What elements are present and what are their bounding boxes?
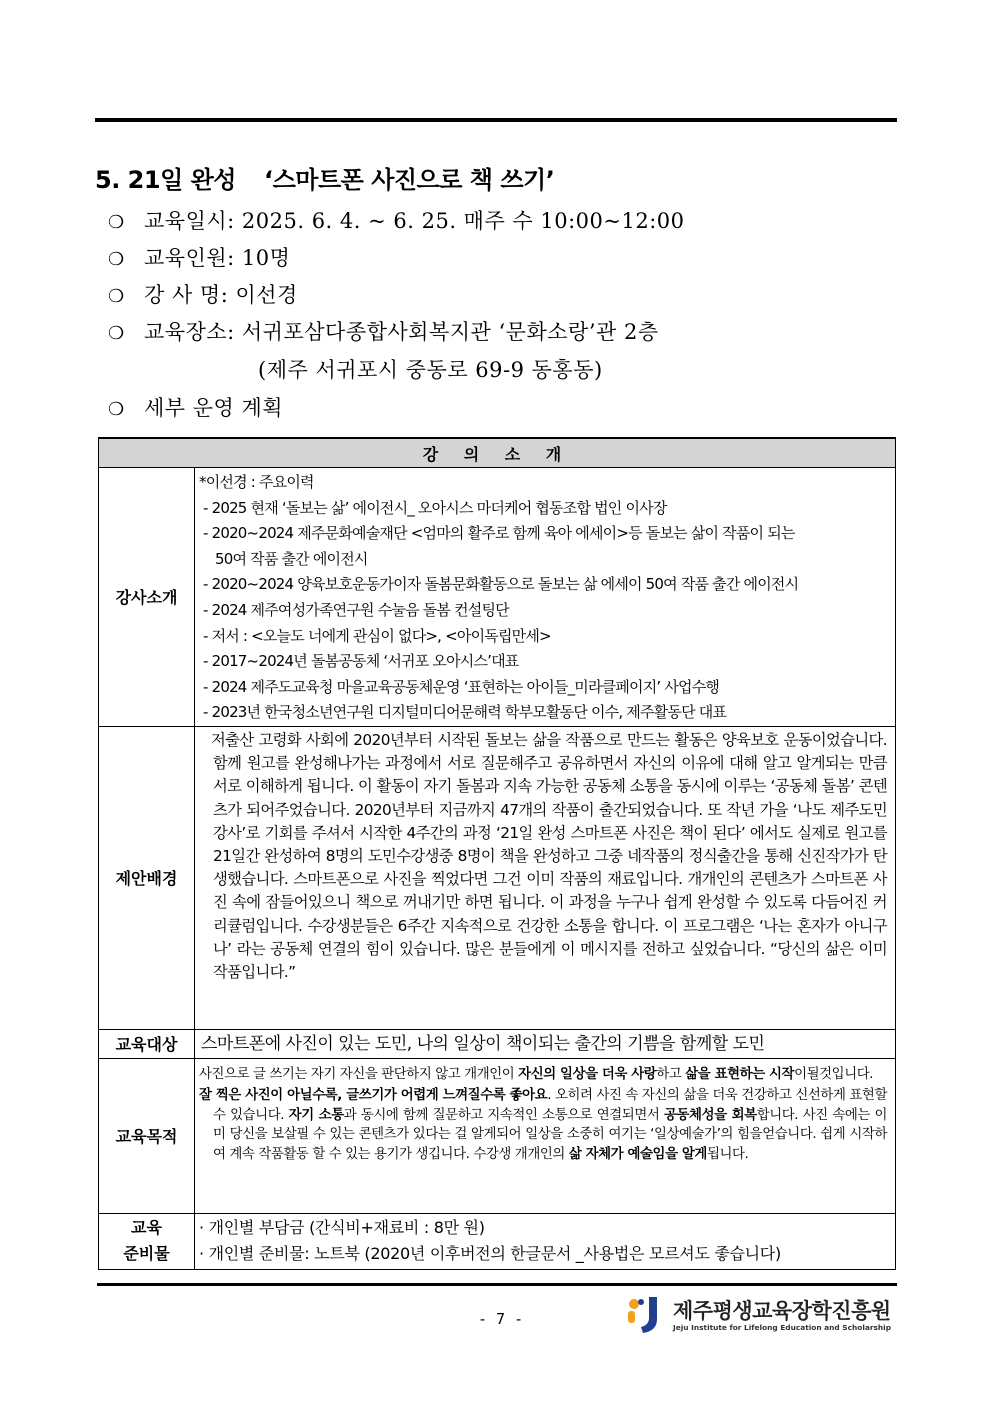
instructor-career — [195, 468, 896, 727]
table-header: 강 의 소 개 — [99, 438, 896, 468]
table-row-instructor — [99, 468, 896, 727]
target-label: 교육대상 — [99, 1029, 195, 1058]
section-heading: ‘스마트폰 사진으로 책 쓰기’ — [263, 166, 555, 194]
table-header-row — [99, 438, 896, 468]
career-line: - 2020~2024 제주문화예술재단 <엄마의 활주로 함께 육아 에세이>등 돌보는 삶이 작품이 되는 — [203, 524, 795, 543]
bullet-icon: ❍ — [108, 323, 125, 344]
bullet-icon: ❍ — [108, 249, 125, 270]
page-number: - 7 - — [478, 1310, 524, 1328]
prep-line: · 개인별 부담금 (간식비+재료비 : 8만 원) — [199, 1217, 485, 1237]
bottom-rule — [97, 1283, 897, 1286]
table-row-prep — [99, 1213, 896, 1269]
background-text: 저출산 고령화 사회에 2020년부터 시작된 돌보는 삶을 작품으로 만드는 활동은 양육보호 운동이었습니다. 함께 원고를 완성해나가는 과정에서 서로 질문해주고 공유하면서 자신의 이유에 대해 알고 알게되는 만큼 서로 이해하게 됩니다. 이 활동이 자기 돌봄과 지속 가능한 공동체 소통을 동시에 이루는 ‘공동체 돌봄’ 콘텐츠가 되어주었습니다. 2020년부터 지금까지 47개의 작품이 출간되었습니다. 또 작년 가을 ‘나도 제주도민강사’로 기회를 주셔서 시작한 4주간의 과정 ‘21일 완성 스마트폰 사진은 책이 된다’ 에서도 실제로 원고를 21일간 완성하여 8명의 도민수강생중 8명이 책을 완성하고 그중 네작품의 정식출간을 통해 신진작가가 탄생했습니다. 스마트폰으로 사진을 찍었다면 그건 이미 작품의 재료입니다. 개개인의 콘텐츠가 스마트폰 사진 속에 잠들어있으니 책으로 꺼내기만 하면 됩니다. 이 과정을 누구나 쉽게 완성할 수 있도록 다듬어진 커리큘럼입니다. 수강생분들은 6주간 지속적으로 건강한 소통을 합니다. 이 프로그램은 ‘나는 혼자가 아니구나’ 라는 공동체 연결의 힘이 있습니다. 많은 분들에게 이 메시지를 전하고 싶었습니다. “당신의 삶은 이미 작품입니다.” — [195, 726, 896, 1029]
purpose-text — [195, 1058, 896, 1213]
bullet-icon: ❍ — [108, 286, 125, 307]
top-rule — [95, 118, 897, 122]
info-line-instructor: ❍ 강 사 명: 이선경 — [108, 283, 298, 307]
career-line: - 2024 제주여성가족연구원 수눌음 돌봄 컨설팅단 — [203, 600, 509, 619]
org-name: 제주평생교육장학진흥원 — [673, 1299, 891, 1323]
purpose-paragraph-2: 잘 찍은 사진이 아닐수록, 글쓰기가 어렵게 느껴질수록 좋아요. 오히려 사진 속 자신의 삶을 더욱 건강하고 신선하게 표현할 수 있습니다. 자기 소통과 동시에 함께 질문하고 지속적인 소통으로 연결되면서 공동체성을 회복합니다. 사진 속에는 이미 당신을 보살필 수 있는 콘텐츠가 있다는 걸 알게되어 일상을 소중히 여기는 ‘일상예술가’의 힘을얻습니다. 쉽게 시작하여 계속 작품활동 할 수 있는 용기가 생깁니다. 수강생 개개인의 삶 자체가 예술임을 알게됩니다. — [199, 1088, 888, 1162]
background-label: 제안배경 — [99, 726, 195, 1029]
instructor-label: 강사소개 — [99, 468, 195, 727]
career-line: - 2025 현재 ‘돌보는 삶’ 에이전시_ 오아시스 마더케어 협동조합 법인 이사장 — [203, 498, 667, 517]
info-line-location: ❍ 교육장소: 서귀포삼다종합사회복지관 ‘문화소랑’관 2층 — [108, 320, 659, 344]
prep-text — [195, 1213, 896, 1269]
org-name-en: Jeju Institute for Lifelong Education and Scholarship — [673, 1323, 891, 1332]
purpose-paragraph-1: 사진으로 글 쓰기는 자기 자신을 판단하지 않고 개개인이 자신의 일상을 더욱 사랑하고 삶을 표현하는 시작이될것입니다. — [199, 1066, 874, 1082]
course-plan-table — [98, 437, 896, 1270]
bullet-icon: ❍ — [108, 399, 125, 420]
bullet-icon: ❍ — [108, 212, 125, 233]
target-text: 스마트폰에 사진이 있는 도민, 나의 일상이 책이되는 출간의 기쁨을 함께할 도민 — [195, 1029, 896, 1058]
org-logo — [625, 1293, 895, 1337]
info-line-date: ❍ 교육일시: 2025. 6. 4. ~ 6. 25. 매주 수 10:00~12:00 — [108, 209, 685, 233]
purpose-label: 교육목적 — [99, 1058, 195, 1213]
career-line: *이선경 : 주요이력 — [199, 473, 314, 491]
prep-label: 교육 준비물 — [99, 1213, 195, 1269]
career-line: 50여 작품 출간 에이전시 — [215, 549, 368, 568]
section-title — [95, 160, 554, 195]
info-line-plan: ❍ 세부 운영 계획 — [108, 396, 284, 420]
career-line: - 2017~2024년 돌봄공동체 ‘서귀포 오아시스’대표 — [203, 652, 519, 671]
career-line: - 2024 제주도교육청 마을교육공동체운영 ‘표현하는 아이들_미라클페이지’ 사업수행 — [203, 677, 720, 696]
career-line: - 2023년 한국청소년연구원 디지털미디어문해력 학부모활동단 이수, 제주활동단 대표 — [203, 703, 727, 722]
prep-line: · 개인별 준비물: 노트북 (2020년 이후버전의 한글문서 _사용법은 모르셔도 좋습니다) — [199, 1243, 781, 1263]
career-line: - 저서 : <오늘도 너에게 관심이 없다>, <아이독립만세> — [203, 626, 551, 645]
table-row-background — [99, 726, 896, 1029]
section-number: 5. 21일 완성 — [95, 166, 236, 194]
career-line: - 2020~2024 양육보호운동가이자 돌봄문화활동으로 돌보는 삶 에세이 50여 작품 출간 에이전시 — [203, 575, 799, 594]
info-line-address: (제주 서귀포시 중동로 69-9 동홍동) — [258, 358, 603, 382]
info-line-headcount: ❍ 교육인원: 10명 — [108, 246, 291, 270]
table-row-target — [99, 1029, 896, 1058]
table-row-purpose — [99, 1058, 896, 1213]
org-logo-icon — [625, 1295, 665, 1335]
